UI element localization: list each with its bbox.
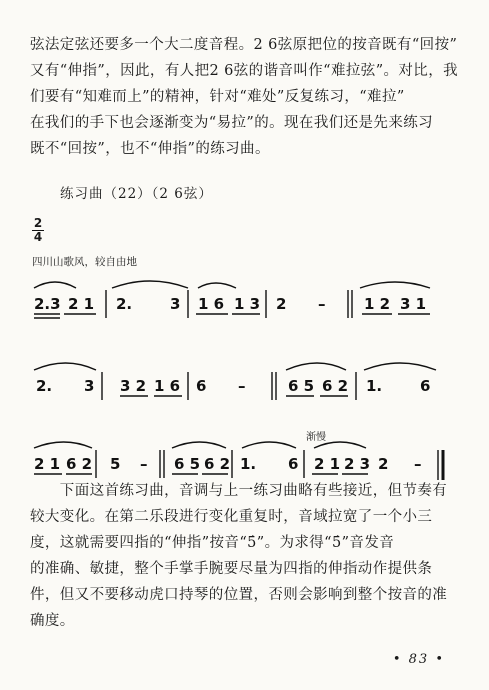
svg-text:2 1: 2 1 [34,455,61,473]
svg-text:1 2: 1 2 [364,295,391,313]
svg-text:1 6: 1 6 [154,377,181,395]
svg-text:6: 6 [420,377,431,395]
svg-text:6 2: 6 2 [66,455,93,473]
svg-text:–: – [238,377,246,395]
svg-text:2 1: 2 1 [68,295,95,313]
svg-text:6: 6 [196,377,207,395]
svg-text:5: 5 [110,455,121,473]
intro-paragraph [30,32,462,162]
text-line: 们要有“知难而上”的精神，针对“难处”反复练习，“难拉” [30,89,405,105]
text-line: 下面这首练习曲，音调与上一练习曲略有些接近，但节奏有 [30,483,448,499]
svg-text:2: 2 [378,455,389,473]
svg-text:1.: 1. [240,455,257,473]
exercise-title: 练习曲（22）（2 6弦） [60,186,213,202]
svg-text:2 1: 2 1 [314,455,341,473]
text-line: 又有“伸指”，因此，有人把2 6弦的谐音叫作“难拉弦”。对比，我 [30,63,459,79]
score-marks [0,270,489,350]
text-line: 的准确、敏捷，整个手掌手腕要尽量为四指的伸指动作提供条 [30,561,433,577]
text-line: 既不“回按”，也不“伸指”的练习曲。 [30,141,270,157]
svg-text:2.: 2. [116,295,133,313]
svg-text:–: – [414,455,422,473]
score-system-1 [0,270,489,350]
svg-text:6 2: 6 2 [204,455,231,473]
svg-text:–: – [318,295,326,313]
svg-text:2: 2 [276,295,287,313]
svg-text:6 5: 6 5 [288,377,315,395]
svg-text:6 2: 6 2 [322,377,349,395]
score-system-2 [0,348,489,428]
svg-text:6 5: 6 5 [174,455,201,473]
explanation-paragraph [30,478,462,634]
svg-text:–: – [140,455,148,473]
tempo-marking: 四川山歌风，较自由地 [32,256,137,268]
svg-text:3: 3 [84,377,95,395]
text-line: 在我们的手下也会逐渐变为“易拉”的。现在我们还是先来练习 [30,115,434,131]
svg-text:1.: 1. [366,377,383,395]
svg-text:2.3: 2.3 [34,295,61,313]
text-line: 件，但又不要移动虎口持琴的位置，否则会影响到整个按音的准 [30,587,448,603]
text-line: 弦法定弦还要多一个大二度音程。2 6弦原把位的按音既有“回按” [30,37,458,53]
svg-text:3 2: 3 2 [120,377,147,395]
time-signature-top: 2 [33,216,43,230]
time-signature [32,218,44,243]
page-number: • 83 • [392,652,445,667]
score-marks [0,348,489,428]
svg-text:3 1: 3 1 [400,295,427,313]
svg-text:1 6: 1 6 [198,295,225,313]
time-signature-bottom: 4 [33,230,43,244]
svg-text:3: 3 [170,295,181,313]
text-line: 较大变化。在第二乐段进行变化重复时，音域拉宽了一个小三 [30,509,433,525]
svg-text:1 3: 1 3 [234,295,261,313]
svg-text:2.: 2. [36,377,53,395]
svg-text:2 3: 2 3 [344,455,371,473]
slow-marking: 渐慢 [306,432,326,443]
svg-text:6: 6 [288,455,299,473]
text-line: 度，这就需要四指的“伸指”按音“5̇”。为求得“5̇”音发音 [30,535,395,551]
text-line: 确度。 [30,613,75,629]
